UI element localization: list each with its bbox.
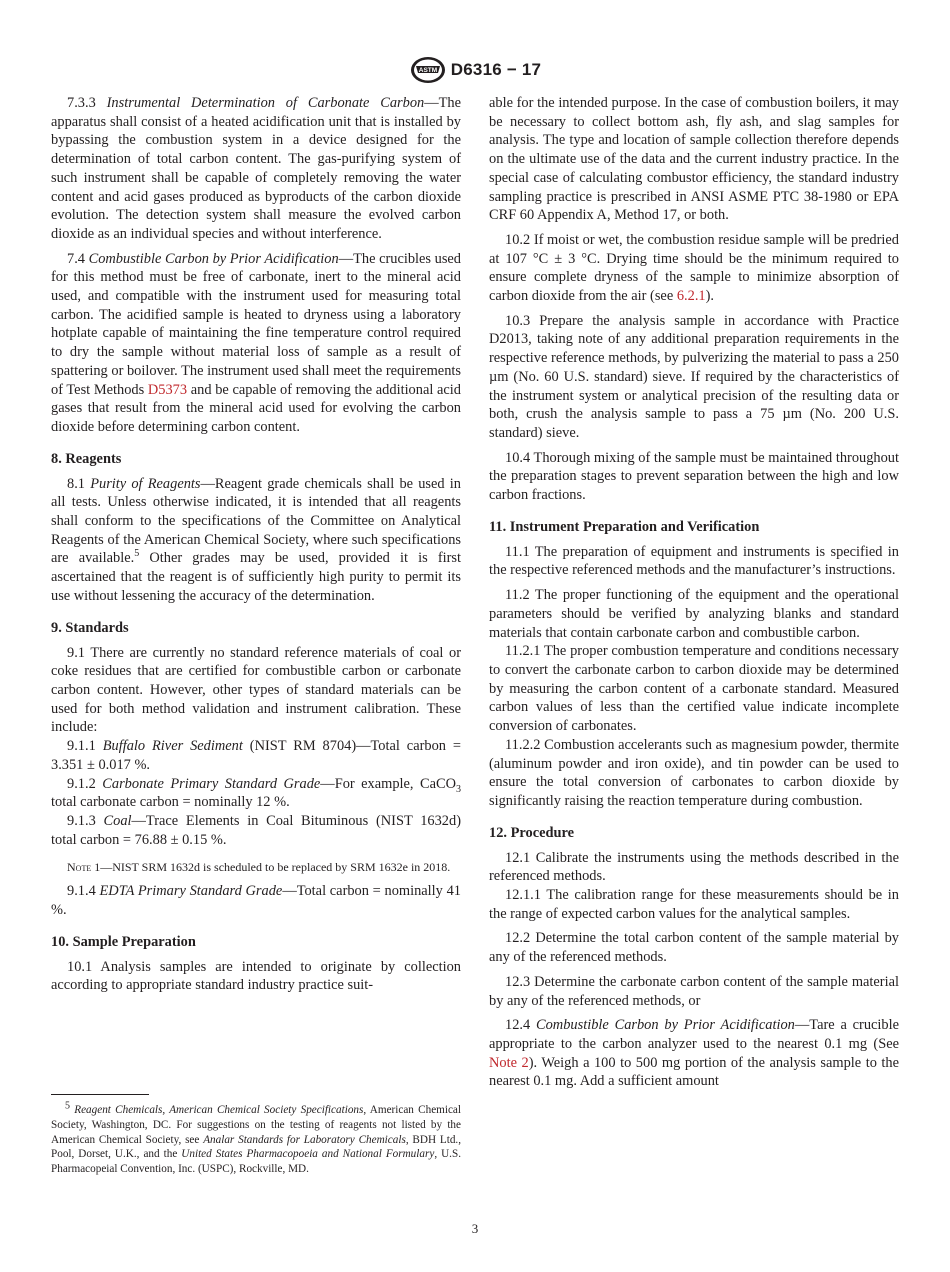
footnote-ref-5[interactable]: 5 — [134, 548, 140, 560]
paragraph-11-1: 11.1 The preparation of equipment and instruments is specified in the respective referenced methods and the manufacturer’s instructions. — [489, 543, 899, 579]
left-column — [51, 94, 461, 1001]
section-heading-reagents: 8. Reagents — [51, 450, 122, 467]
paragraph-12-4: 12.4 Combustible Carbon by Prior Acidification—Tare a crucible appropriate to the carbon analyzer used to the nearest 0.1 mg (See Note 2). Weigh a 100 to 500 mg portion of the analysis sample to the nearest 0.1 mg. Add a sufficient amount — [489, 1017, 900, 1090]
footnote-5: $^5$ Reagent Chemicals, American Chemical Society Specifications, American Chemical Society, Washington, DC. For suggestions on the testing of reagents not listed by the American Chemical Society, see Analar Standards for Laboratory Chemicals, BDH Ltd., Pool, Dorset, U.K., and the United States Pharmacopoeia and National Formulary, U.S. Pharmacopeial Convention, Inc. (USPC), Rockville, MD. — [51, 1100, 462, 1176]
paragraph-12-1-1: 12.1.1 The calibration range for these measurements should be in the range of expected carbon values for the analytical samples. — [489, 887, 899, 922]
paragraph-7-3-3: 7.3.3 Instrumental Determination of Carbonate Carbon—The apparatus shall consist of a heated acidification unit that is installed by bypassing the combustion system in a device designed for the determination of total carbon content. The gas-purifying system of such instrument shall be capable of completely removing the water content and acid gases produced as byproducts of the carbon dioxide evolution. The detection system shall measure the evolved carbon dioxide as an individual species and without interference. — [51, 95, 462, 242]
paragraph-8-1: 8.1 Purity of Reagents—Reagent grade chemicals shall be used in all tests. Unless otherwise indicated, it is intended that all reagents shall conform to the specifications of the Committee on Analytical Reagents of the American Chemical Society, where such specifications are available.$^5$ Other grades may be used, provided it is first ascertained that the reagent is of sufficiently high purity to permit its use without lessening the accuracy of the determination. — [51, 475, 462, 604]
astm-logo-icon — [409, 56, 447, 84]
paragraph-10-2: 10.2 If moist or wet, the combustion residue sample will be predried at 107 °C ± 3 °C. Drying time should be the minimum required to ensure complete dryness of the sample to minimize absorption of carbon dioxide from the air (see 6.2.1). — [489, 231, 899, 305]
paragraph-10-1: 10.1 Analysis samples are intended to originate by collection according to appropriate standard industry practice suit- — [51, 958, 461, 994]
section-heading-procedure: 12. Procedure — [489, 824, 574, 841]
paragraph-11-2-1: 11.2.1 The proper combustion temperature and conditions necessary to convert the carbonate carbon to carbon dioxide may be determined by measuring the carbon content of a carbonate standard. Measured carbon values of less than the certified value indicate incomplete conversion of carbonates. — [489, 643, 899, 735]
paragraph-10-1-continued: able for the intended purpose. In the case of combustion boilers, it may be necessary to collect bottom ash, fly ash, and slag samples for analysis. The type and location of sample collection therefore depends on the ultimate use of the data and the current industry practice. In the special case of calculating combustor efficiency, the standard industry sampling practice is prescribed in ANSI ASME PTC 38-1980 or EPA CRF 60 Appendix A, Method 17, or both. — [489, 95, 899, 224]
section-heading-sample-preparation: 10. Sample Preparation — [51, 933, 196, 950]
right-column — [489, 94, 899, 1097]
paragraph-9-1-4: 9.1.4 EDTA Primary Standard Grade—Total carbon = nominally 41 %. — [51, 883, 461, 919]
page-header — [0, 56, 950, 84]
paragraph-9-1-3: 9.1.3 Coal—Trace Elements in Coal Bituminous (NIST 1632d) total carbon = 76.88 ± 0.15 %. — [51, 812, 461, 848]
paragraph-9-1-1: 9.1.1 Buffalo River Sediment (NIST RM 8704)—Total carbon = 3.351 ± 0.017 %. — [51, 738, 461, 773]
link-d5373[interactable]: D5373 — [147, 381, 188, 398]
paragraph-9-1: 9.1 There are currently no standard reference materials of coal or coke residues that are certified for combustible carbon or carbonate carbon content. However, other types of standard materials can be used for both method validation and instrument calibration. These include: — [51, 644, 461, 736]
paragraph-7-4: 7.4 Combustible Carbon by Prior Acidification—The crucibles used for this method must be free of carbonate, inert to the mineral acid used, and compatible with the instrument used for measuring total carbon. The acidified sample is heated to dryness using a laboratory hotplate capable of maintaining the fine temperature control required to dry the sample without material loss of sample as a result of spattering or boilover. The instrument used shall meet the requirements of Test Methods D5373 and be capable of removing the additional acid gases that result from the mineral acid used for evolving the carbon dioxide before determining carbon content. — [51, 250, 462, 435]
svg-text:ASTM: ASTM — [418, 67, 438, 74]
paragraph-10-3: 10.3 Prepare the analysis sample in accordance with Practice D2013, taking note of any additional preparation requirements in the respective reference methods, by pulverizing the material to pass a 250 µm (No. 60 U.S. standard) sieve. If required by the characteristics of the instrument system or analytical precision of the resulting data or both, crush the analysis sample to pass a 75 µm (No. 200 U.S. standard) sieve. — [489, 312, 899, 441]
paragraph-12-1: 12.1 Calibrate the instruments using the methods described in the referenced methods. — [489, 849, 899, 885]
paragraph-12-3: 12.3 Determine the carbonate carbon content of the sample material by any of the referenced methods, or — [489, 973, 899, 1009]
document-designation: D6316 − 17 — [450, 60, 542, 79]
paragraph-10-4: 10.4 Thorough mixing of the sample must be maintained throughout the preparation stages to prevent separation between the high and low carbon fractions. — [489, 449, 899, 504]
section-heading-instrument-preparation: 11. Instrument Preparation and Verification — [489, 518, 760, 535]
paragraph-11-2-2: 11.2.2 Combustion accelerants such as magnesium powder, thermite (aluminum powder and iron oxide), and tin powder can be used to ensure the total conversion of carbonates to carbon dioxide by significantly raising the reaction temperature during combustion. — [489, 736, 899, 809]
section-heading-standards: 9. Standards — [51, 619, 129, 636]
link-note-2[interactable]: Note 2 — [489, 1054, 529, 1071]
page-number: 3 — [471, 1221, 479, 1236]
paragraph-11-2: 11.2 The proper functioning of the equipment and the operational parameters should be verified by analyzing blanks and standard materials that contain carbonate carbon and combustible carbon. — [489, 587, 899, 641]
paragraph-9-1-2: 9.1.2 Carbonate Primary Standard Grade—For example, CaCO$_3$ total carbonate carbon = nominally 12 %. — [51, 775, 461, 811]
note-1: Note 1—NIST SRM 1632d is scheduled to be replaced by SRM 1632e in 2018. — [67, 860, 451, 875]
footnote-divider — [51, 1094, 149, 1095]
link-6-2-1[interactable]: 6.2.1 — [676, 288, 706, 305]
paragraph-12-2: 12.2 Determine the total carbon content of the sample material by any of the referenced methods. — [489, 930, 899, 966]
